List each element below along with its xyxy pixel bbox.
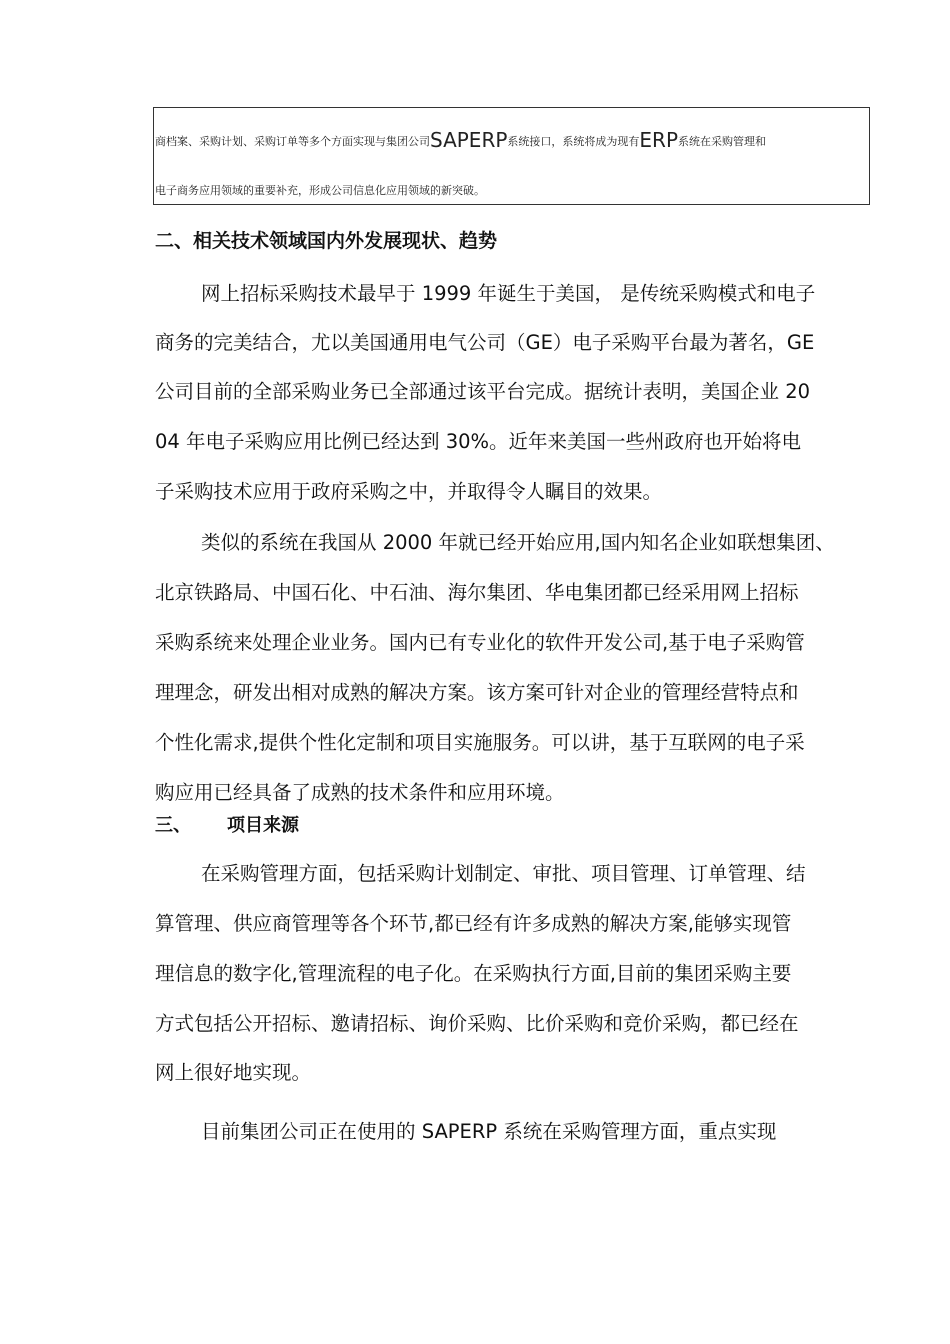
box-line-1-part-e: 系统在采购管理和 <box>678 135 766 148</box>
box-line-1-part-a: 商档案、采购计划、采购订单等多个方面实现与集团公司 <box>155 135 430 148</box>
s2-p1-line: 公司目前的全部采购业务已全部通过该平台完成。据统计表明，美国企业 20 <box>155 380 811 403</box>
s3-p2-line: 目前集团公司正在使用的 SAPERP 系统在采购管理方面，重点实现 <box>201 1120 777 1143</box>
section-2-heading: 二、相关技术领域国内外发展现状、趋势 <box>155 230 498 252</box>
box-line-1-part-d: ERP <box>639 128 678 152</box>
s3-p1-line: 在采购管理方面，包括采购计划制定、审批、项目管理、订单管理、结 <box>201 862 806 885</box>
s2-p2-line: 北京铁路局、中国石化、中石油、海尔集团、华电集团都已经采用网上招标 <box>155 581 799 604</box>
s2-p2-line: 采购系统来处理企业业务。国内已有专业化的软件开发公司,基于电子采购管 <box>155 631 805 654</box>
s2-p1-line: 网上招标采购技术最早于 1999 年诞生于美国， 是传统采购模式和电子 <box>201 282 816 305</box>
section-3-number: 三、 <box>155 815 191 836</box>
boxed-text-block <box>153 107 870 205</box>
box-line-1 <box>155 130 766 150</box>
s2-p1-line: 04 年电子采购应用比例已经达到 30%。近年来美国一些州政府也开始将电 <box>155 430 802 453</box>
s2-p2-line: 类似的系统在我国从 2000 年就已经开始应用,国内知名企业如联想集团、 <box>201 531 835 554</box>
section-3-title: 项目来源 <box>227 815 299 836</box>
s3-p1-line: 理信息的数字化,管理流程的电子化。在采购执行方面,目前的集团采购主要 <box>155 962 792 985</box>
s2-p1-line: 子采购技术应用于政府采购之中，并取得令人瞩目的效果。 <box>155 480 663 503</box>
s2-p2-line: 购应用已经具备了成熟的技术条件和应用环境。 <box>155 781 565 804</box>
box-line-2: 电子商务应用领域的重要补充，形成公司信息化应用领域的新突破。 <box>155 184 485 197</box>
box-line-1-part-b: SAPERP <box>430 128 508 152</box>
s3-p1-line: 网上很好地实现。 <box>155 1061 312 1084</box>
s2-p2-line: 理理念，研发出相对成熟的解决方案。该方案可针对企业的管理经营特点和 <box>155 681 799 704</box>
s2-p1-line: 商务的完美结合，尤以美国通用电气公司（GE）电子采购平台最为著名，GE <box>155 331 815 354</box>
section-3-heading <box>155 817 299 835</box>
s3-p1-line: 算管理、供应商管理等各个环节,都已经有许多成熟的解决方案,能够实现管 <box>155 912 792 935</box>
s2-p2-line: 个性化需求,提供个性化定制和项目实施服务。可以讲，基于互联网的电子采 <box>155 731 805 754</box>
s3-p1-line: 方式包括公开招标、邀请招标、询价采购、比价采购和竞价采购，都已经在 <box>155 1012 799 1035</box>
box-line-1-part-c: 系统接口，系统将成为现有 <box>507 135 640 148</box>
